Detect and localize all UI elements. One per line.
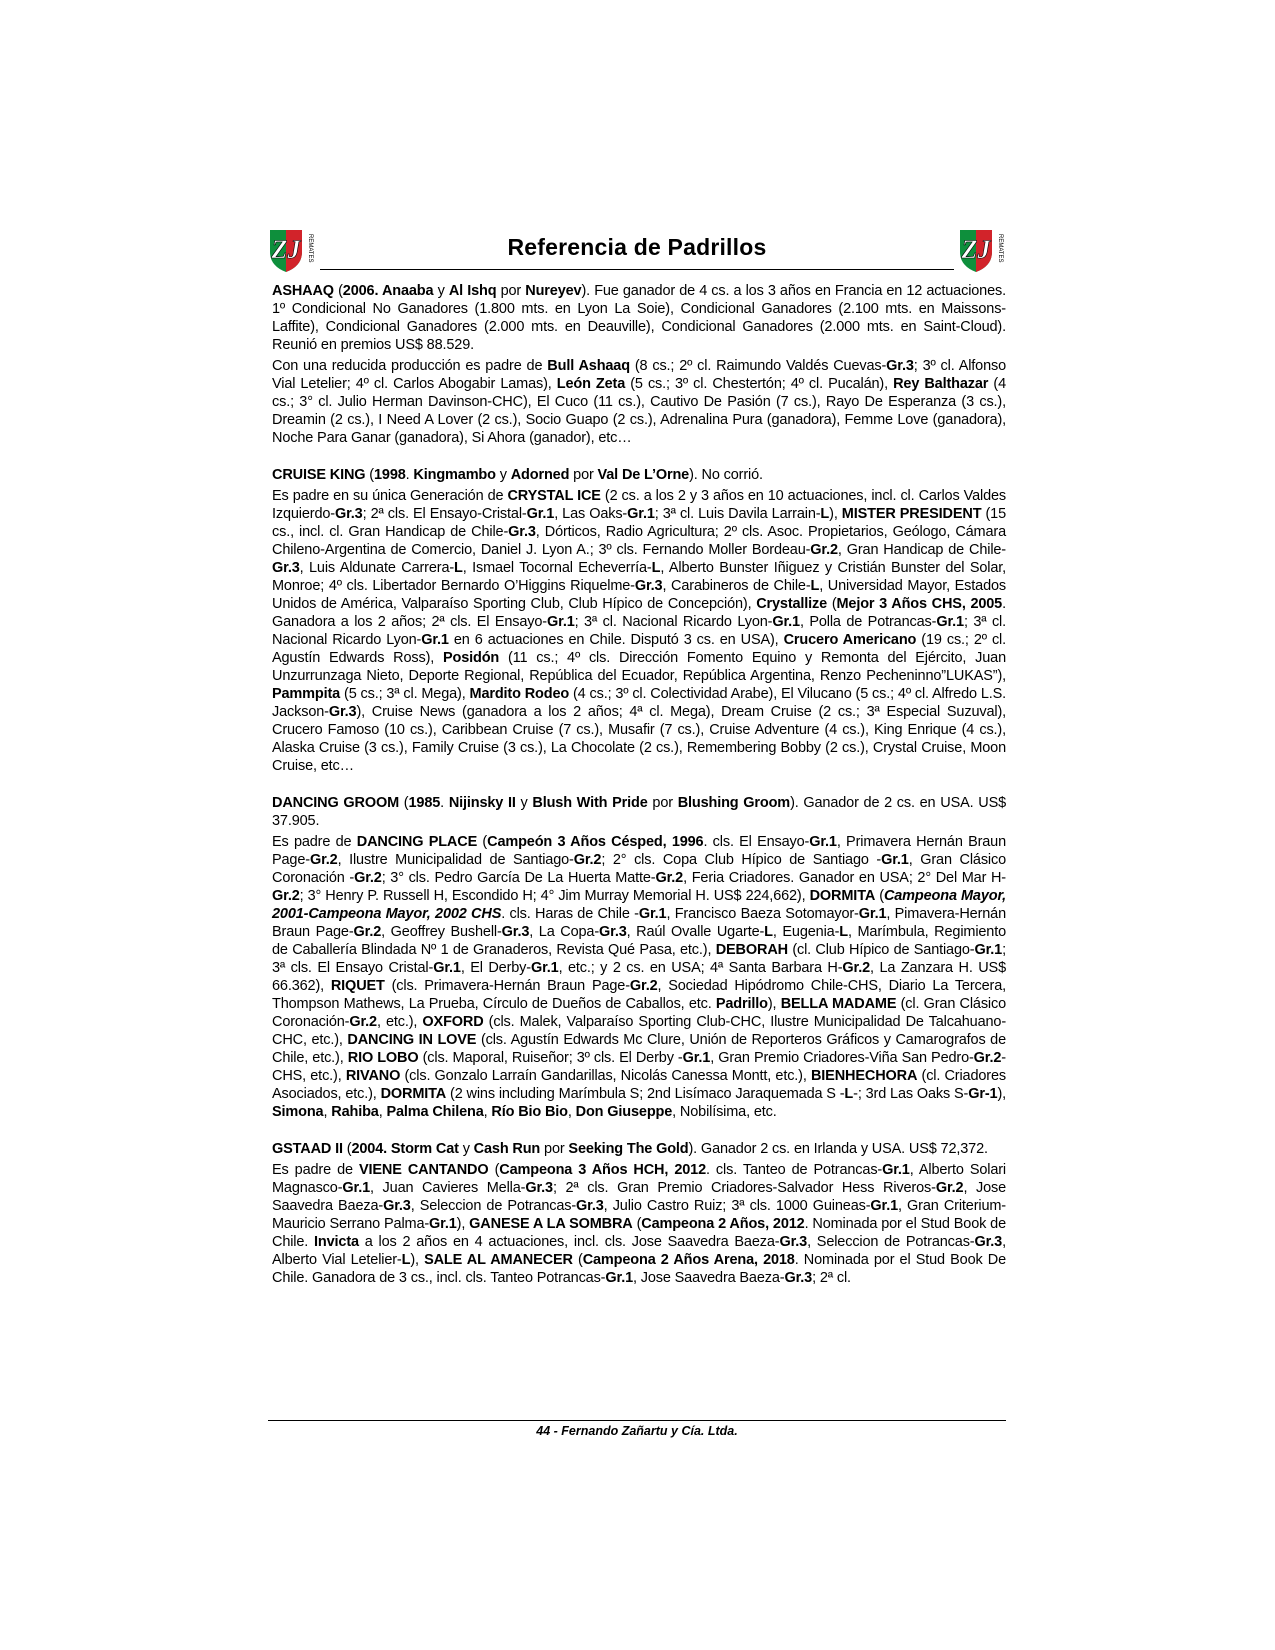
bold-text-run: Gr.3	[974, 1234, 1003, 1250]
bold-text-run: L	[454, 560, 463, 576]
text-run: , Alberto Bunster Iñiguez y Cristián Bunster del Solar, Monroe; 4º cls. Libertador Bernardo O’Higgins Riquelme-	[272, 560, 1006, 594]
text-run: , Geoffrey Bushell-	[381, 924, 502, 940]
bold-text-run: Padrillo	[715, 996, 768, 1012]
bold-text-run: Mejor 3 Años CHS, 2005	[836, 596, 1003, 612]
text-run: (	[632, 1216, 642, 1232]
bold-text-run: BELLA MADAME	[780, 996, 897, 1012]
bold-text-run: Rey Balthazar	[893, 376, 989, 392]
bold-text-run: Gr.2	[842, 960, 871, 976]
bold-text-run: Posidón	[443, 650, 500, 666]
bold-text-run: Blushing Groom	[677, 795, 791, 811]
text-run: ; 3ª cls. El Ensayo Cristal-	[272, 942, 1006, 976]
bold-text-run: CRYSTAL ICE	[507, 488, 601, 504]
bold-text-run: Gr.3	[383, 1198, 411, 1214]
text-run: ; 2ª cl.	[812, 1270, 851, 1286]
stallion-entry	[272, 282, 1006, 447]
text-run: , Jose Saavedra Baeza-	[633, 1270, 785, 1286]
text-run: (	[875, 888, 884, 904]
text-run: (	[333, 283, 343, 299]
text-run: ,	[378, 1104, 387, 1120]
bold-text-run: 2006. Anaaba	[342, 283, 434, 299]
svg-text:ZJ: ZJ	[271, 235, 301, 264]
text-run: , El Derby-	[460, 960, 531, 976]
bold-text-run: Campeón 3 Años Césped, 1996	[487, 834, 704, 850]
bold-text-run: Gr.3	[784, 1270, 813, 1286]
text-run: (	[342, 1141, 352, 1157]
bold-text-run: Gr.1	[429, 1216, 457, 1232]
bold-text-run: L	[820, 506, 830, 522]
text-run: , Primavera Hernán Braun Page-	[272, 834, 1007, 868]
text-run: , Marímbula, Regimiento de Caballería Blindada Nº 1 de Granaderos, Revista Qué Pasa, etc.),	[272, 924, 1007, 958]
text-run: (4 cs.; 3º cl. Colectividad Arabe), El Vilucano (5 cs.; 4º cl. Alfredo L.S. Jackson-	[272, 686, 1007, 720]
text-run: ). Fue ganador de 4 cs. a los 3 años en Francia en 12 actuaciones. 1º Condicional No Ganadores (1.800 mts. en Lyon La Soie), Condicional Ganadores (2.100 mts. en Maissons-Laffite), Condicional Ganadores (2.000 mts. en Deauville), Condicional Ganadores (2.000 mts. en Saint-Cloud). Reunió en premios US$ 88.529.	[272, 283, 1006, 353]
text-run: y	[433, 283, 449, 299]
text-run: , Alberto Vial Letelier-	[272, 1234, 1006, 1268]
text-run: , Alberto Solari Magnasco-	[272, 1162, 1006, 1196]
text-run: , Nobilísima, etc.	[672, 1104, 777, 1120]
text-run: -CHS, etc.),	[272, 1050, 1006, 1084]
text-run: .	[440, 795, 449, 811]
text-run: , Raúl Ovalle Ugarte-	[626, 924, 765, 940]
text-run: . cls. Haras de Chile -	[501, 906, 639, 922]
bold-text-run: Gr.1	[526, 506, 555, 522]
bold-text-run: DORMITA	[809, 888, 876, 904]
bold-text-run: L	[844, 1086, 854, 1102]
bold-text-run: Gr.3	[508, 524, 536, 540]
bold-text-run: Gr.1	[530, 960, 559, 976]
text-run: y	[458, 1141, 474, 1157]
bold-text-run: Invicta	[314, 1234, 359, 1250]
bold-text-run: Gr.1	[627, 506, 655, 522]
text-run: , etc.; y 2 cs. en USA; 4ª Santa Barbara H-	[558, 960, 843, 976]
bold-text-run: Gr.3	[886, 358, 914, 374]
bold-text-run: Campeona 2 Años, 2012	[641, 1216, 805, 1232]
page-title: Referencia de Padrillos	[507, 234, 767, 260]
bold-text-run: Gr.1	[881, 852, 909, 868]
text-run: (	[488, 1162, 500, 1178]
text-run: , Eugenia-	[772, 924, 840, 940]
bold-text-run: Gr.1	[433, 960, 461, 976]
bold-text-run: Gr.2	[354, 870, 382, 886]
text-run: por	[647, 795, 678, 811]
stallion-pedigree-paragraph	[272, 1140, 1006, 1158]
bold-text-run: Mardito Rodeo	[469, 686, 570, 702]
bold-text-run: Gr.2	[810, 542, 838, 558]
text-run: -; 3rd Las Oaks S-	[853, 1086, 969, 1102]
bold-text-run: Kingmambo	[413, 467, 496, 483]
text-run: (4 cs.; 3° cl. Julio Herman Davinson-CHC), El Cuco (11 cs.), Cautivo De Pasión (7 cs.), Rayo De Esperanza (3 cs.), Dreamin (2 cs.), I Need A Lover (2 cs.), Socio Guapo (2 cs.), Adrenalina Pura (ganadora), Femme Love (ganadora), Noche Para Ganar (ganadora), Si Ahora (ganador), etc…	[272, 376, 1006, 446]
text-run: (5 cs.; 3ª cl. Mega),	[340, 686, 470, 702]
text-run: por	[569, 467, 598, 483]
text-run: , Gran Clásico Coronación -	[272, 852, 1007, 886]
bold-text-run: Don Giuseppe	[575, 1104, 673, 1120]
bold-text-run: Nureyev	[525, 283, 582, 299]
text-run: (cl. Club Hípico de Santiago-	[787, 942, 975, 958]
page-footer: 44 - Fernando Zañartu y Cía. Ltda.	[536, 1424, 738, 1438]
stallion-progeny-paragraph	[272, 833, 1006, 1121]
bold-text-run: L	[651, 560, 661, 576]
bold-text-run: Gr.1	[858, 906, 887, 922]
text-run: , Carabineros de Chile-	[662, 578, 811, 594]
text-run: .	[405, 467, 414, 483]
bold-text-run: L	[839, 924, 848, 940]
bold-text-run: Gr.1	[870, 1198, 899, 1214]
bold-text-run: Gr.1	[682, 1050, 711, 1066]
text-run: (	[572, 1252, 583, 1268]
stallion-entry	[272, 794, 1006, 1121]
text-run: (5 cs.; 3º cl. Chestertón; 4º cl. Pucalán),	[625, 376, 894, 392]
text-run: , Universidad Mayor, Estados Unidos de América, Valparaíso Sporting Club, Club Hípico de Concepción),	[272, 578, 1006, 612]
bold-text-run: Campeona 3 Años HCH, 2012	[499, 1162, 706, 1178]
bold-text-run: RIQUET	[330, 978, 385, 994]
text-run: , Francisco Baeza Sotomayor-	[666, 906, 859, 922]
bold-text-run: L	[810, 578, 820, 594]
bold-text-run: Simona	[272, 1104, 324, 1120]
stallion-pedigree-paragraph	[272, 466, 1006, 484]
text-run: (19 cs.; 2º cl. Agustín Edwards Ross),	[272, 632, 1007, 666]
bold-text-run: Gr.2	[973, 1050, 1002, 1066]
text-run: . Nominada por el Stud Book De Chile. Ganadora de 3 cs., incl. cls. Tanteo Potrancas-	[272, 1252, 1007, 1286]
bold-text-run: Campeona Mayor, 2001-Campeona Mayor, 2002 CHS	[272, 888, 1007, 922]
bold-text-run: Rahiba	[331, 1104, 379, 1120]
text-run: (	[477, 834, 488, 850]
text-run: a los 2 años en 4 actuaciones, incl. cls. Jose Saavedra Baeza-	[358, 1234, 780, 1250]
text-run: ; 3ª cl. Luis Davila Larrain-	[654, 506, 821, 522]
bold-text-run: Crucero Americano	[783, 632, 917, 648]
bold-text-run: Río Bio Bio	[491, 1104, 568, 1120]
bold-text-run: Palma Chilena	[386, 1104, 484, 1120]
bold-text-run: Gr.1	[809, 834, 837, 850]
text-run: en 6 actuaciones en Chile. Disputó 3 cs. en USA),	[448, 632, 784, 648]
bold-text-run: Gr.1	[421, 632, 449, 648]
text-run: (	[399, 795, 409, 811]
stallion-progeny-paragraph	[272, 487, 1006, 775]
text-run: Es padre de	[272, 834, 357, 850]
footer-rule	[268, 1420, 1006, 1421]
bold-text-run: Val De L’Orne	[597, 467, 690, 483]
stallion-progeny-paragraph	[272, 357, 1006, 447]
text-run: (cl. Gran Clásico Coronación-	[272, 996, 1006, 1030]
text-run: , Dórticos, Radio Agricultura; 2º cls. Asoc. Propietarios, Geólogo, Cámara Chileno-Argentina de Comercio, Daniel J. Lyon A.; 3º cls. Fernando Moller Bordeau-	[272, 524, 1006, 558]
text-run: , Seleccion de Potrancas-	[410, 1198, 577, 1214]
bold-text-run: SALE AL AMANECER	[424, 1252, 573, 1268]
bold-text-run: Gr.1	[936, 614, 964, 630]
svg-text:REMATES: REMATES	[307, 234, 313, 263]
text-run: (cl. Criadores Asociados, etc.),	[272, 1068, 1006, 1102]
bold-text-run: DEBORAH	[715, 942, 788, 958]
bold-text-run: Gr.2	[573, 852, 602, 868]
text-run: (cls. Agustín Edwards Mc Clure, Unión de Reporteros Gráficos y Camarografos de Chile, etc.),	[272, 1032, 1006, 1066]
bold-text-run: ASHAAQ	[272, 283, 334, 299]
bold-text-run: DANCING GROOM	[272, 795, 400, 811]
text-run: ),	[767, 996, 781, 1012]
bold-text-run: Gr.2	[935, 1180, 964, 1196]
text-run: por	[540, 1141, 569, 1157]
text-run: . Ganadora a los 2 años; 2ª cls. El Ensayo-	[272, 596, 1006, 630]
text-run: , Julio Castro Ruiz; 3ª cls. 1000 Guineas-	[603, 1198, 871, 1214]
text-run: , Gran Criterium-Mauricio Serrano Palma-	[272, 1198, 1006, 1232]
bold-text-run: Gr.2	[309, 852, 338, 868]
stallion-pedigree-paragraph	[272, 794, 1006, 830]
text-run: (cls. Primavera-Hernán Braun Page-	[384, 978, 630, 994]
text-run: . cls. El Ensayo-	[703, 834, 810, 850]
text-run: ), Cruise News (ganadora a los 2 años; 4ª cl. Mega), Dream Cruise (2 cs.; 3ª Especial Suzuval), Crucero Famoso (10 cs.), Caribbean Cruise (7 cs.), Musafir (7 cs.), Cruise Adventure (4 cs.), King Enrique (4 cs.), Alaska Cruise (3 cs.), Family Cruise (3 cs.), La Chocolate (2 cs.), Remembering Bobby (2 cs.), Crystal Cruise, Moon Cruise, etc…	[272, 704, 1006, 774]
text-run: (11 cs.; 4º cls. Dirección Fomento Equino y Remonta del Ejército, Juan Unzurrunzaga Nieto, Deporte Regional, República del Ecuador, República Argentina, Renzo Pecheninno”LUKAS”),	[272, 650, 1006, 684]
bold-text-run: Gr.3	[334, 506, 363, 522]
text-run: (2 wins including Marímbula S; 2nd Lisímaco Jaraquemada S -	[446, 1086, 845, 1102]
stallion-entry	[272, 1140, 1006, 1287]
text-run: Es padre en su única Generación de	[272, 488, 508, 504]
bold-text-run: DANCING IN LOVE	[347, 1032, 477, 1048]
bold-text-run: RIO LOBO	[347, 1050, 419, 1066]
bold-text-run: Gr.1	[974, 942, 1003, 958]
bold-text-run: Al Ishq	[448, 283, 497, 299]
text-run: ; 3º cl. Alfonso Vial Letelier; 4º cl. Carlos Abogabir Lamas),	[272, 358, 1007, 392]
stallion-entry	[272, 466, 1006, 775]
text-run: ,	[323, 1104, 332, 1120]
bold-text-run: Seeking The Gold	[568, 1141, 689, 1157]
text-run: , Sociedad Hipódromo Chile-CHS, Diario La Tercera, Thompson Mathews, La Prueba, Círculo de Dueños de Caballos, etc.	[272, 978, 1007, 1012]
bold-text-run: Blush With Pride	[532, 795, 648, 811]
bold-text-run: Gr.1	[605, 1270, 633, 1286]
text-run: Con una reducida producción es padre de	[272, 358, 548, 374]
bold-text-run: Cash Run	[473, 1141, 541, 1157]
bold-text-run: Gr.2	[629, 978, 658, 994]
text-run: , Seleccion de Potrancas-	[807, 1234, 975, 1250]
bold-text-run: Gr.3	[779, 1234, 808, 1250]
bold-text-run: RIVANO	[345, 1068, 401, 1084]
bold-text-run: CRUISE KING	[272, 467, 366, 483]
text-run: , Luis Aldunate Carrera-	[299, 560, 455, 576]
bold-text-run: Gr.1	[772, 614, 800, 630]
bold-text-run: Pammpita	[272, 686, 341, 702]
text-run: ),	[456, 1216, 470, 1232]
bold-text-run: Gr.3	[272, 560, 300, 576]
bold-text-run: DORMITA	[380, 1086, 447, 1102]
text-run: ),	[410, 1252, 425, 1268]
text-run: (2 cs. a los 2 y 3 años en 10 actuaciones, incl. cl. Carlos Valdes Izquierdo-	[272, 488, 1006, 522]
text-run: ; 2° cls. Copa Club Hípico de Santiago -	[601, 852, 882, 868]
bold-text-run: Gr.2	[655, 870, 684, 886]
text-run: ). Ganador 2 cs. en Irlanda y USA. US$ 72,372.	[688, 1141, 988, 1157]
svg-text:ZJ: ZJ	[961, 235, 991, 264]
text-run: ; 3ª cl. Nacional Ricardo Lyon-	[574, 614, 773, 630]
bold-text-run: GANESE A LA SOMBRA	[469, 1216, 633, 1232]
text-run: (cls. Malek, Valparaíso Sporting Club-CHC, Ilustre Municipalidad De Talcahuano-CHC, etc.),	[272, 1014, 1007, 1048]
bold-text-run: Gr.3	[525, 1180, 553, 1196]
text-run: , etc.),	[376, 1014, 423, 1030]
text-run: , Ismael Tocornal Echeverría-	[462, 560, 652, 576]
bold-text-run: Gr-1	[968, 1086, 998, 1102]
text-run: , Pimavera-Hernán Braun Page-	[272, 906, 1006, 940]
text-run: , La Zanzara H. US$ 66.362),	[272, 960, 1006, 994]
bold-text-run: VIENE CANTANDO	[358, 1162, 489, 1178]
bold-text-run: Bull Ashaaq	[547, 358, 630, 374]
zj-remates-logo	[958, 226, 1006, 274]
svg-text:REMATES: REMATES	[997, 234, 1003, 263]
bold-text-run: Gr.2	[353, 924, 382, 940]
stallion-references	[272, 282, 1006, 1306]
bold-text-run: Adorned	[510, 467, 570, 483]
bold-text-run: Gr.1	[547, 614, 575, 630]
text-run: ; 3ª cl. Nacional Ricardo Lyon-	[272, 614, 1007, 648]
text-run: , Gran Premio Criadores-Viña San Pedro-	[710, 1050, 974, 1066]
bold-text-run: Gr.3	[576, 1198, 604, 1214]
text-run: ,	[483, 1104, 492, 1120]
bold-text-run: Nijinsky II	[448, 795, 516, 811]
text-run: (8 cs.; 2º cl. Raimundo Valdés Cuevas-	[629, 358, 887, 374]
bold-text-run: Gr.1	[638, 906, 667, 922]
bold-text-run: Gr.3	[501, 924, 530, 940]
text-run: ; 3° cls. Pedro García De La Huerta Matte-	[381, 870, 656, 886]
text-run: . cls. Tanteo de Potrancas-	[705, 1162, 883, 1178]
bold-text-run: DANCING PLACE	[356, 834, 478, 850]
bold-text-run: Gr.1	[882, 1162, 910, 1178]
bold-text-run: L	[764, 924, 773, 940]
bold-text-run: Crystallize	[756, 596, 828, 612]
text-run: , Ilustre Municipalidad de Santiago-	[337, 852, 574, 868]
bold-text-run: 2004. Storm Cat	[351, 1141, 459, 1157]
text-run: ). No corrió.	[689, 467, 763, 483]
bold-text-run: Gr.3	[634, 578, 663, 594]
bold-text-run: MISTER PRESIDENT	[841, 506, 982, 522]
text-run: ,	[567, 1104, 576, 1120]
text-run: Es padre de	[272, 1162, 359, 1178]
stallion-progeny-paragraph	[272, 1161, 1006, 1287]
stallion-pedigree-paragraph	[272, 282, 1006, 354]
text-run: por	[496, 283, 526, 299]
text-run: , Feria Criadores. Ganador en USA; 2° Del Mar H-	[683, 870, 1006, 886]
text-run: (cls. Maporal, Ruiseñor; 3º cls. El Derby -	[418, 1050, 683, 1066]
text-run: ),	[829, 506, 842, 522]
bold-text-run: 1998	[373, 467, 406, 483]
header-rule	[320, 269, 954, 270]
text-run: (cls. Gonzalo Larraín Gandarillas, Nicolás Canessa Montt, etc.),	[400, 1068, 811, 1084]
text-run: , Polla de Potrancas-	[799, 614, 937, 630]
bold-text-run: Gr.1	[342, 1180, 371, 1196]
bold-text-run: GSTAAD II	[272, 1141, 343, 1157]
text-run: , Gran Handicap de Chile-	[837, 542, 1006, 558]
text-run: y	[515, 795, 533, 811]
bold-text-run: L	[401, 1252, 411, 1268]
text-run: , Las Oaks-	[554, 506, 628, 522]
text-run: y	[495, 467, 511, 483]
bold-text-run: 1985	[408, 795, 441, 811]
text-run: ; 3° Henry P. Russell H, Escondido H; 4° Jim Murray Memorial H. US$ 224,662),	[299, 888, 810, 904]
text-run: ; 2ª cls. El Ensayo-Cristal-	[362, 506, 527, 522]
text-run: ). Ganador de 2 cs. en USA. US$ 37.905.	[272, 795, 1007, 829]
text-run: (	[827, 596, 837, 612]
bold-text-run: Gr.3	[599, 924, 627, 940]
text-run: , La Copa-	[529, 924, 600, 940]
bold-text-run: Gr.2	[272, 888, 300, 904]
text-run: . Nominada por el Stud Book de Chile.	[272, 1216, 1006, 1250]
text-run: ; 2ª cls. Gran Premio Criadores-Salvador Hess Riveros-	[552, 1180, 936, 1196]
text-run: , Jose Saavedra Baeza-	[272, 1180, 1007, 1214]
bold-text-run: BIENHECHORA	[810, 1068, 918, 1084]
text-run: (15 cs., incl. cl. Gran Handicap de Chile-	[272, 506, 1007, 540]
page-header	[268, 226, 1006, 276]
bold-text-run: Campeona 2 Años Arena, 2018	[582, 1252, 795, 1268]
text-run: ),	[997, 1086, 1006, 1102]
bold-text-run: Gr.3	[328, 704, 357, 720]
bold-text-run: OXFORD	[422, 1014, 484, 1030]
bold-text-run: León Zeta	[556, 376, 626, 392]
bold-text-run: Gr.2	[349, 1014, 377, 1030]
text-run: , Juan Cavieres Mella-	[370, 1180, 526, 1196]
text-run: (	[365, 467, 374, 483]
